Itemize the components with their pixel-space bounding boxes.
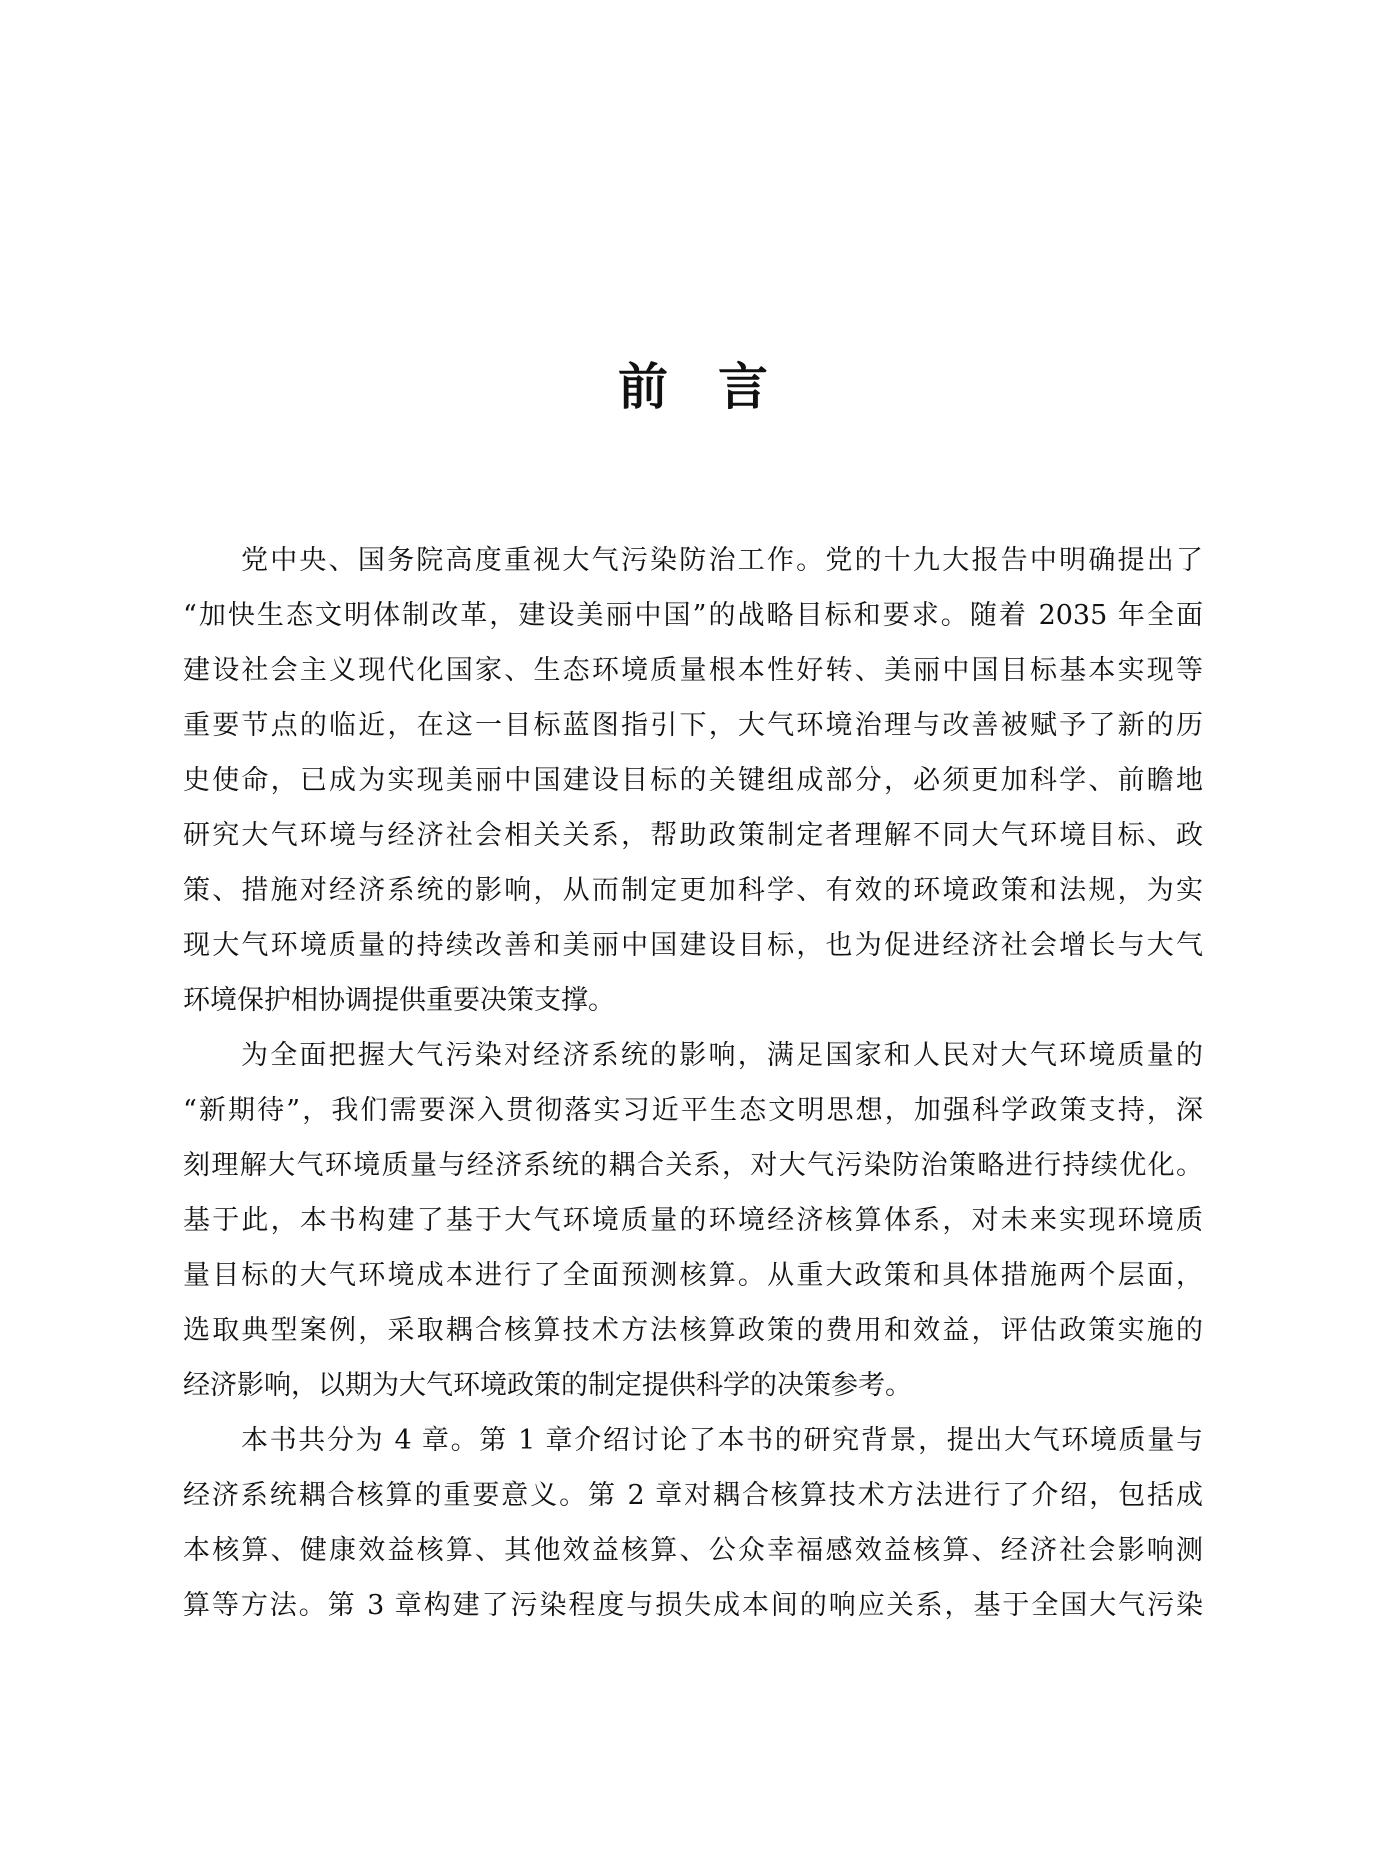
text-line: 本核算、健康效益核算、其他效益核算、公众幸福感效益核算、经济社会影响测 [183, 1535, 1203, 1566]
paragraph-2 [183, 1028, 1203, 1413]
text-line: 刻理解大气环境质量与经济系统的耦合关系，对大气污染防治策略进行持续优化。 [183, 1150, 1203, 1181]
paragraph-3 [183, 1413, 1203, 1633]
text-line: 环境保护相协调提供重要决策支撑。 [183, 985, 615, 1016]
text-line: 史使命，已成为实现美丽中国建设目标的关键组成部分，必须更加科学、前瞻地 [183, 765, 1203, 796]
text-line: 现大气环境质量的持续改善和美丽中国建设目标，也为促进经济社会增长与大气 [183, 930, 1203, 961]
text-line: 选取典型案例，采取耦合核算技术方法核算政策的费用和效益，评估政策实施的 [183, 1315, 1203, 1346]
text-line: 算等方法。第 3 章构建了污染程度与损失成本间的响应关系，基于全国大气污染 [183, 1590, 1203, 1621]
text-line: 本书共分为 4 章。第 1 章介绍讨论了本书的研究背景，提出大气环境质量与 [241, 1425, 1203, 1456]
page-title: 前 言 [618, 357, 768, 416]
text-line: 量目标的大气环境成本进行了全面预测核算。从重大政策和具体措施两个层面， [183, 1260, 1203, 1291]
text-line: “新期待”，我们需要深入贯彻落实习近平生态文明思想，加强科学政策支持，深 [183, 1095, 1203, 1126]
paragraph-1 [183, 533, 1203, 1028]
text-line: 经济系统耦合核算的重要意义。第 2 章对耦合核算技术方法进行了介绍，包括成 [183, 1480, 1203, 1511]
text-line: 策、措施对经济系统的影响，从而制定更加科学、有效的环境政策和法规，为实 [183, 875, 1203, 906]
preface-body [183, 533, 1203, 1633]
text-line: 党中央、国务院高度重视大气污染防治工作。党的十九大报告中明确提出了 [241, 545, 1203, 576]
text-line: 研究大气环境与经济社会相关关系，帮助政策制定者理解不同大气环境目标、政 [183, 820, 1203, 851]
text-line: 基于此，本书构建了基于大气环境质量的环境经济核算体系，对未来实现环境质 [183, 1205, 1203, 1236]
text-line: 为全面把握大气污染对经济系统的影响，满足国家和人民对大气环境质量的 [241, 1040, 1203, 1071]
text-line: 建设社会主义现代化国家、生态环境质量根本性好转、美丽中国目标基本实现等 [183, 655, 1203, 686]
text-line: 经济影响，以期为大气环境政策的制定提供科学的决策参考。 [183, 1370, 912, 1401]
text-line: “加快生态文明体制改革，建设美丽中国”的战略目标和要求。随着 2035 年全面 [183, 600, 1203, 631]
text-line: 重要节点的临近，在这一目标蓝图指引下，大气环境治理与改善被赋予了新的历 [183, 710, 1203, 741]
